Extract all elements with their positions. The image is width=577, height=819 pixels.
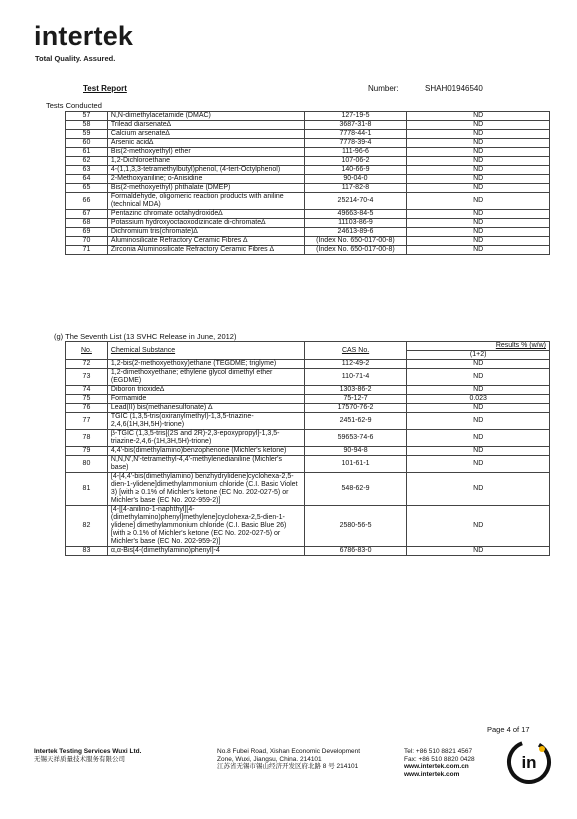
cell-no: 71 (66, 246, 108, 255)
table-row (66, 237, 550, 246)
table-row (66, 193, 550, 210)
cell-substance: 1,2-bis(2-methoxyethoxy)ethane (TEGDME; triglyme) (107, 360, 304, 369)
cell-no: 58 (66, 121, 108, 130)
cell-substance: Formaldehyde, oligomeric reaction products with aniline (technical MDA) (107, 193, 304, 210)
footer-address-line2: Zone, Wuxi, Jiangsu, China. 214101 (217, 755, 322, 763)
cell-cas: 111-96-6 (304, 148, 407, 157)
cell-substance: Calcium arsenate∆ (107, 130, 304, 139)
cell-no: 77 (66, 413, 108, 430)
report-title: Test Report (83, 84, 127, 93)
cell-result: ND (407, 369, 550, 386)
table-row (66, 447, 550, 456)
cell-cas: 49663-84-5 (304, 210, 407, 219)
cell-substance: 1,2-Dichloroethane (107, 157, 304, 166)
cell-result: ND (407, 413, 550, 430)
cell-cas: 90-94-8 (304, 447, 407, 456)
cell-no: 61 (66, 148, 108, 157)
cell-result: ND (407, 157, 550, 166)
col-header-cas: CAS No. (304, 342, 407, 360)
table-row (66, 139, 550, 148)
cell-cas: 101-61-1 (304, 456, 407, 473)
table-row (66, 404, 550, 413)
cell-cas: 25214-70-4 (304, 193, 407, 210)
cell-no: 59 (66, 130, 108, 139)
cell-cas: 59653-74-6 (304, 430, 407, 447)
table-row (66, 456, 550, 473)
table-row (66, 148, 550, 157)
cell-no: 60 (66, 139, 108, 148)
cell-no: 74 (66, 386, 108, 395)
cell-result: ND (407, 228, 550, 237)
cell-cas: 3687-31-8 (304, 121, 407, 130)
table-row (66, 246, 550, 255)
cell-result: 0.023 (407, 395, 550, 404)
footer-web: www.intertek.com (404, 770, 460, 778)
cell-cas: 112-49-2 (304, 360, 407, 369)
cell-no: 65 (66, 184, 108, 193)
cell-substance: Lead(II) bis(methanesulfonate) ∆ (107, 404, 304, 413)
cell-no: 69 (66, 228, 108, 237)
cell-result: ND (407, 121, 550, 130)
cell-result: ND (407, 210, 550, 219)
table-row (66, 210, 550, 219)
cell-substance: 2-Methoxyaniline; o-Anisidine (107, 175, 304, 184)
cell-substance: Dichromium tris(chromate)∆ (107, 228, 304, 237)
tests-conducted-label: Tests Conducted (46, 101, 102, 110)
cell-cas: (Index No. 650-017-00-8) (304, 246, 407, 255)
cell-result: ND (407, 547, 550, 556)
cell-no: 78 (66, 430, 108, 447)
cell-result: ND (407, 184, 550, 193)
cell-cas: 548-62-9 (304, 473, 407, 506)
cell-substance: Zirconia Aluminosilicate Refractory Ceramic Fibres ∆ (107, 246, 304, 255)
cell-result: ND (407, 148, 550, 157)
cell-cas: 117-82-8 (304, 184, 407, 193)
cell-no: 80 (66, 456, 108, 473)
cell-substance: 1,2-dimethoxyethane; ethylene glycol dimethyl ether (EGDME) (107, 369, 304, 386)
cell-no: 64 (66, 175, 108, 184)
table-row (66, 386, 550, 395)
cell-substance: Potassium hydroxyoctaoxodizincate di-chromate∆ (107, 219, 304, 228)
table-row (66, 395, 550, 404)
footer-company-cn: 无锡天祥质量技术服务有限公司 (34, 756, 125, 763)
cell-cas: 2451-62-9 (304, 413, 407, 430)
col-header-no: No. (66, 342, 108, 360)
col-header-results: Results % (w/w) (407, 342, 550, 351)
footer-address-line1: No.8 Fubei Road, Xishan Economic Development (217, 748, 361, 755)
table-row (66, 175, 550, 184)
table-row (66, 369, 550, 386)
cell-no: 63 (66, 166, 108, 175)
cell-substance: Aluminosilicate Refractory Ceramic Fibres ∆ (107, 237, 304, 246)
cell-cas: 2580-56-5 (304, 506, 407, 547)
cell-substance: TGIC (1,3,5-tris(oxiranylmethyl)-1,3,5-triazine-2,4,6(1H,3H,5H)-trione) (107, 413, 304, 430)
cell-cas: 24613-89-6 (304, 228, 407, 237)
cell-no: 82 (66, 506, 108, 547)
cell-substance: Trilead diarsenate∆ (107, 121, 304, 130)
cell-cas: 7778-44-1 (304, 130, 407, 139)
cell-substance: 4,4'-bis(dimethylamino)benzophenone (Michler's ketone) (107, 447, 304, 456)
svhc-table-2 (65, 341, 550, 556)
cell-cas: 140-66-9 (304, 166, 407, 175)
table-row (66, 430, 550, 447)
svg-text:in: in (521, 753, 537, 772)
report-number-label: Number: (368, 84, 399, 93)
col-header-substance: Chemical Substance (107, 342, 304, 360)
cell-substance: α,α-Bis[4-(dimethylamino)phenyl]-4 (107, 547, 304, 556)
cell-substance: [4-[[4-anilino-1-naphthyl][4-(dimethylamino)phenyl]methylene]cyclohexa-2,5-dien-1-ylidene] dimethylammonium chloride (C.I. Basic Blue 26) [with ≥ 0.1% of Michler's ketone (EC No. 202-027-5) or Michler's base (EC No. 202-959-2)] (107, 506, 304, 547)
cell-result: ND (407, 112, 550, 121)
intertek-logo: intertek (34, 21, 134, 51)
cell-cas: 7778-39-4 (304, 139, 407, 148)
table-row (66, 130, 550, 139)
footer-web-cn: www.intertek.com.cn (404, 763, 469, 770)
table-row (66, 360, 550, 369)
table-row (66, 157, 550, 166)
page-number: Page 4 of 17 (487, 725, 530, 734)
footer-address (217, 748, 360, 771)
cell-substance: Bis(2-methoxyethyl) phthalate (DMEP) (107, 184, 304, 193)
cell-no: 76 (66, 404, 108, 413)
cell-result: ND (407, 430, 550, 447)
cell-substance: Diboron trioxide∆ (107, 386, 304, 395)
table-row (66, 547, 550, 556)
cell-result: ND (407, 166, 550, 175)
cell-cas: (Index No. 650-017-00-8) (304, 237, 407, 246)
footer-address-line3: 江苏省无锡市锡山经济开发区府北路 8 号 214101 (217, 763, 359, 770)
cell-result: ND (407, 447, 550, 456)
cell-result: ND (407, 175, 550, 184)
cell-no: 57 (66, 112, 108, 121)
table-row (66, 473, 550, 506)
cell-cas: 90-04-0 (304, 175, 407, 184)
cell-substance: 4-(1,1,3,3-tetramethylbutyl)phenol, (4-tert-Octylphenol) (107, 166, 304, 175)
cell-result: ND (407, 404, 550, 413)
table-row (66, 166, 550, 175)
cell-no: 73 (66, 369, 108, 386)
cell-substance: Pentazinc chromate octahydroxide∆ (107, 210, 304, 219)
svhc-table-1 (65, 111, 550, 255)
report-number: SHAH01946540 (425, 84, 483, 93)
cell-result: ND (407, 360, 550, 369)
cell-result: ND (407, 237, 550, 246)
col-header-results-sub: (1+2) (407, 351, 550, 360)
cell-no: 75 (66, 395, 108, 404)
cell-substance: Arsenic acid∆ (107, 139, 304, 148)
cell-result: ND (407, 246, 550, 255)
logo-tagline: Total Quality. Assured. (35, 54, 116, 63)
cell-result: ND (407, 473, 550, 506)
cell-substance: [4-[4,4'-bis(dimethylamino) benzhydrylidene]cyclohexa-2,5-dien-1-ylidene]dimethylammonium chloride (C.I. Basic Violet 3) [with ≥ 0.1% of Michler's ketone (EC No. 202-027-5) or Michler's base (EC No. 202-959-2)] (107, 473, 304, 506)
cell-cas: 11103-86-9 (304, 219, 407, 228)
cell-no: 62 (66, 157, 108, 166)
cell-cas: 127-19-5 (304, 112, 407, 121)
cell-cas: 107-06-2 (304, 157, 407, 166)
cell-substance: Formamide (107, 395, 304, 404)
cell-no: 70 (66, 237, 108, 246)
cell-no: 67 (66, 210, 108, 219)
cell-no: 81 (66, 473, 108, 506)
intertek-in-badge-icon (505, 738, 553, 786)
cell-cas: 110-71-4 (304, 369, 407, 386)
cell-no: 79 (66, 447, 108, 456)
cell-cas: 6786-83-0 (304, 547, 407, 556)
cell-no: 72 (66, 360, 108, 369)
cell-result: ND (407, 139, 550, 148)
cell-result: ND (407, 193, 550, 210)
table-row (66, 506, 550, 547)
cell-substance: N,N,N',N'-tetramethyl-4,4'-methylenedianiline (Michler's base) (107, 456, 304, 473)
cell-result: ND (407, 386, 550, 395)
footer-contact (404, 748, 475, 778)
cell-result: ND (407, 130, 550, 139)
footer-fax: Fax: +86 510 8820 0428 (404, 755, 475, 763)
table-row (66, 228, 550, 237)
table-row (66, 121, 550, 130)
cell-cas: 17570-76-2 (304, 404, 407, 413)
cell-result: ND (407, 219, 550, 228)
table-row (66, 184, 550, 193)
table-row (66, 112, 550, 121)
footer-company-en: Intertek Testing Services Wuxi Ltd. (34, 748, 142, 755)
cell-no: 66 (66, 193, 108, 210)
table-row (66, 413, 550, 430)
footer-tel: Tel: +86 510 8821 4567 (404, 748, 473, 755)
cell-no: 83 (66, 547, 108, 556)
cell-cas: 75-12-7 (304, 395, 407, 404)
cell-substance: β-TGIC (1,3,5-tris[(2S and 2R)-2,3-epoxypropyl]-1,3,5-triazine-2,4,6-(1H,3H,5H)-trione) (107, 430, 304, 447)
cell-result: ND (407, 506, 550, 547)
seventh-list-label: (g) The Seventh List (13 SVHC Release in June, 2012) (54, 332, 237, 341)
cell-substance: Bis(2-methoxyethyl) ether (107, 148, 304, 157)
cell-result: ND (407, 456, 550, 473)
cell-cas: 1303-86-2 (304, 386, 407, 395)
cell-no: 68 (66, 219, 108, 228)
cell-substance: N,N-dimethylacetamide (DMAC) (107, 112, 304, 121)
table-row (66, 219, 550, 228)
